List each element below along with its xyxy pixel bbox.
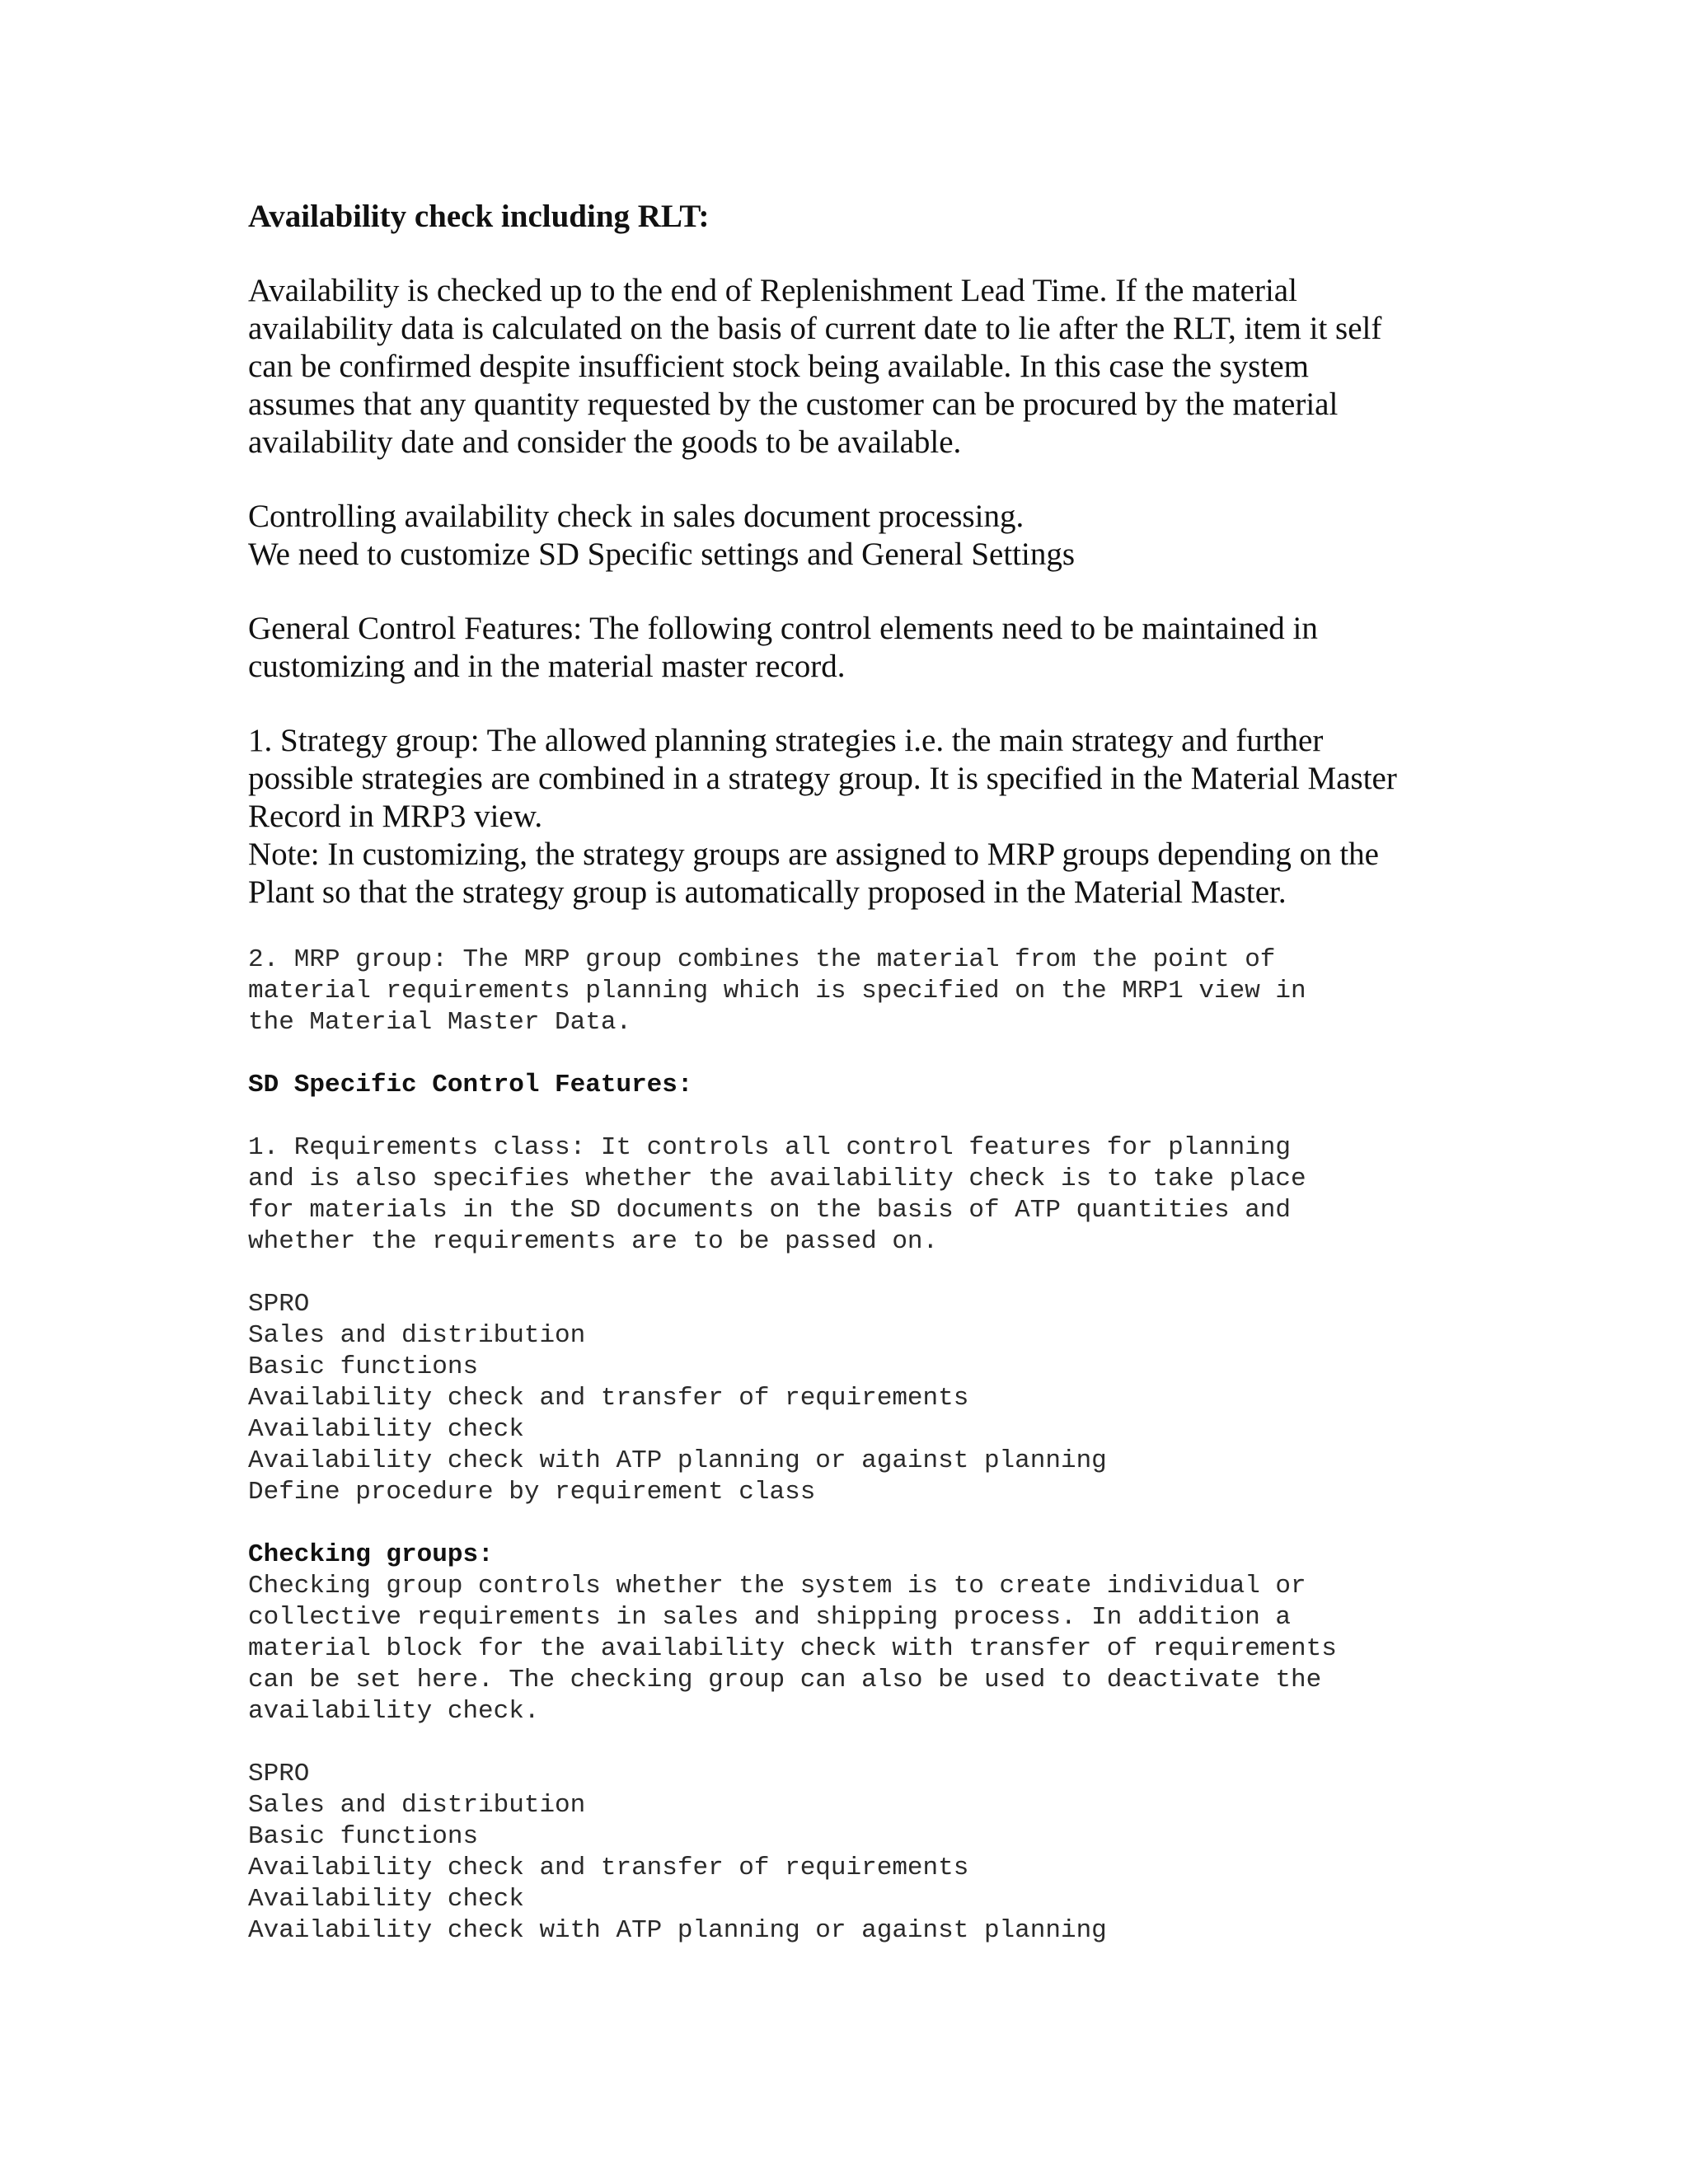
mrp-group-line: 2. MRP group: The MRP group combines the material from the point of bbox=[248, 945, 1276, 974]
sd-heading bbox=[248, 1070, 1451, 1101]
rlt-line: availability date and consider the goods to be available. bbox=[248, 424, 962, 460]
rlt-line: assumes that any quantity requested by the customer can be procured by the material bbox=[248, 387, 1339, 422]
requirements-class-line: and is also specifies whether the availability check is to take place bbox=[248, 1165, 1306, 1193]
spro-path-step: Basic functions bbox=[248, 1352, 479, 1381]
mrp-group-paragraph bbox=[248, 944, 1451, 1038]
document-page bbox=[248, 198, 1451, 1947]
spro-path-step: Sales and distribution bbox=[248, 1321, 586, 1350]
spro-path-step: Availability check with ATP planning or against planning bbox=[248, 1916, 1107, 1945]
spro-path-step: SPRO bbox=[248, 1290, 310, 1319]
title-text: Availability check including RLT: bbox=[248, 199, 710, 234]
spro-path-step: Basic functions bbox=[248, 1822, 479, 1851]
general-control-line: General Control Features: The following control elements need to be maintained in bbox=[248, 611, 1318, 646]
spro-path-step: Availability check bbox=[248, 1885, 524, 1914]
spro-path-step: Availability check and transfer of requirements bbox=[248, 1384, 969, 1413]
controlling-line: We need to customize SD Specific settings and General Settings bbox=[248, 537, 1076, 572]
strategy-group-line: Note: In customizing, the strategy groups are assigned to MRP groups depending on the bbox=[248, 837, 1379, 872]
spro-path-2 bbox=[248, 1759, 1451, 1947]
strategy-group-line: Plant so that the strategy group is automatically proposed in the Material Master. bbox=[248, 874, 1287, 910]
controlling-line: Controlling availability check in sales document processing. bbox=[248, 499, 1025, 534]
checking-groups-heading: Checking groups: bbox=[248, 1540, 494, 1569]
requirements-class-line: whether the requirements are to be passed on. bbox=[248, 1227, 939, 1256]
mrp-group-line: the Material Master Data. bbox=[248, 1008, 632, 1037]
strategy-group-line: Record in MRP3 view. bbox=[248, 799, 543, 834]
sd-heading-text: SD Specific Control Features: bbox=[248, 1071, 693, 1099]
rlt-line: availability data is calculated on the basis of current date to lie after the RLT, item it self bbox=[248, 311, 1382, 346]
checking-groups-line: availability check. bbox=[248, 1697, 540, 1726]
general-control-line: customizing and in the material master record. bbox=[248, 649, 846, 684]
spro-path-1 bbox=[248, 1289, 1451, 1508]
spro-path-step: Availability check with ATP planning or against planning bbox=[248, 1446, 1107, 1475]
requirements-class-line: for materials in the SD documents on the basis of ATP quantities and bbox=[248, 1196, 1292, 1225]
spro-path-step: Define procedure by requirement class bbox=[248, 1478, 816, 1507]
checking-groups-line: collective requirements in sales and shipping process. In addition a bbox=[248, 1603, 1292, 1632]
spro-path-step: Availability check bbox=[248, 1415, 524, 1444]
checking-groups-section bbox=[248, 1540, 1451, 1727]
controlling-paragraph bbox=[248, 498, 1451, 574]
checking-groups-line: can be set here. The checking group can also be used to deactivate the bbox=[248, 1666, 1322, 1694]
rlt-line: Availability is checked up to the end of Replenishment Lead Time. If the material bbox=[248, 273, 1297, 308]
document-title bbox=[248, 198, 1451, 236]
spro-path-step: Availability check and transfer of requirements bbox=[248, 1854, 969, 1882]
strategy-group-line: 1. Strategy group: The allowed planning strategies i.e. the main strategy and further bbox=[248, 723, 1324, 758]
rlt-paragraph bbox=[248, 272, 1451, 462]
requirements-class-line: 1. Requirements class: It controls all control features for planning bbox=[248, 1133, 1292, 1162]
spro-path-step: Sales and distribution bbox=[248, 1791, 586, 1820]
checking-groups-line: material block for the availability check with transfer of requirements bbox=[248, 1634, 1337, 1663]
strategy-group-paragraph bbox=[248, 722, 1451, 912]
checking-groups-line: Checking group controls whether the system is to create individual or bbox=[248, 1572, 1306, 1601]
requirements-class-paragraph bbox=[248, 1132, 1451, 1258]
rlt-line: can be confirmed despite insufficient stock being available. In this case the system bbox=[248, 349, 1309, 384]
strategy-group-line: possible strategies are combined in a strategy group. It is specified in the Material Master bbox=[248, 761, 1397, 796]
general-control-paragraph bbox=[248, 610, 1451, 686]
mrp-group-line: material requirements planning which is specified on the MRP1 view in bbox=[248, 977, 1306, 1005]
spro-path-step: SPRO bbox=[248, 1760, 310, 1788]
